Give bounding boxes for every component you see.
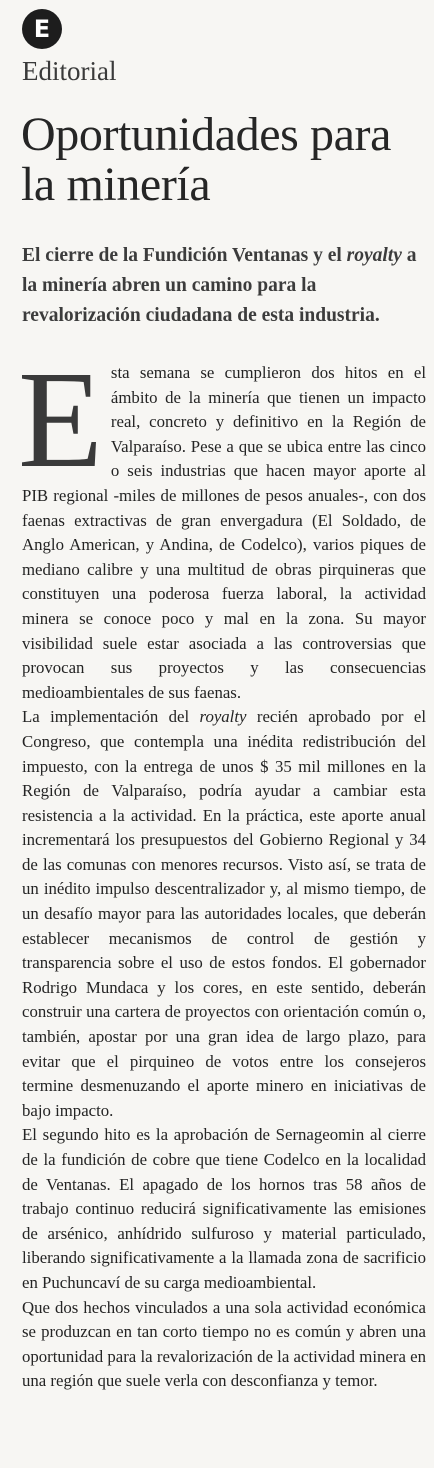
deck-emphasis: royalty [346,245,402,266]
paragraph-2-emphasis: royalty [199,707,247,727]
deck-text-1: El cierre de la Fundición Ventanas y el [22,245,347,266]
paragraph-2 [22,705,426,1123]
deck [22,241,422,331]
paragraph-2-text-b: recién aprobado por el Congreso, que contempla una inédita redistribución del impuesto, con la entrega de unos $ 35 mil millones en la Región de Valparaíso, podría ayudar a cambiar esta resistencia a la actividad. En la práctica, este aporte anual incrementará los presupuestos del Gobierno Regional y 34 de las comunas con menores recursos. Visto así, se trata de un inédito impulso descentralizador y, al mismo tiempo, de un desafío mayor para las autoridades locales, que deberán establecer mecanismos de control de gestión y transparencia sobre el uso de estos fondos. El gobernador Rodrigo Mundaca y los cores, en este sentido, deberán construir una cartera de proyectos con orientación común o, también, apostar por una gran idea de largo plazo, para evitar que el pirquineo de votos entre los consejeros termine desmenuzando el aporte minero en iniciativas de bajo impacto. [22,707,427,1120]
headline: Oportunidades para la minería [21,108,392,211]
drop-cap: E [18,343,103,497]
paragraph-1 [18,343,426,705]
paragraph-3: El segundo hito es la aprobación de Sernageomin al cierre de la fundición de cobre que tiene Codelco en la localidad de Ventanas. El apagado de los hornos tras 58 años de trabajo continuo reducirá significativamente las emisiones de arsénico, anhídrido sulfuroso y material particulado, liberando significativamente a la llamada zona de sacrificio en Puchuncaví de su carga medioambiental. [22,1125,426,1292]
article-body [18,343,427,1394]
deck-text-2: a la minería abren un camino para la revalorización ciudadana de esta industria. [22,245,417,326]
paragraph-2-text-a: La implementación del [22,707,200,727]
section-badge: E [22,9,62,49]
paragraph-1-text: sta semana se cumplieron dos hitos en el ámbito de la minería que tienen un impacto real, concreto y definitivo en la Región de Valparaíso. Pese a que se ubica entre las cinco o seis industrias que hacen mayor aporte al PIB regional -miles de millones de pesos anuales-, con dos faenas extractivas de gran envergadura (El Soldado, de Anglo American, y Andina, de Codelco), varios piques de mediano calibre y una multitud de obras pirquineras que constituyen una poderosa fuerza laboral, la actividad minera se conoce poco y mal en la zona. Su mayor visibilidad suele estar asociada a las controversias que provocan sus proyectos y las consecuencias medioambientales de sus faenas. [22,363,426,702]
section-label: Editorial [22,56,117,86]
paragraph-4: Que dos hechos vinculados a una sola actividad económica se produzcan en tan corto tiempo no es común y abren una oportunidad para la revalorización de la actividad minera en una región que suele verla con desconfianza y temor. [22,1297,426,1391]
